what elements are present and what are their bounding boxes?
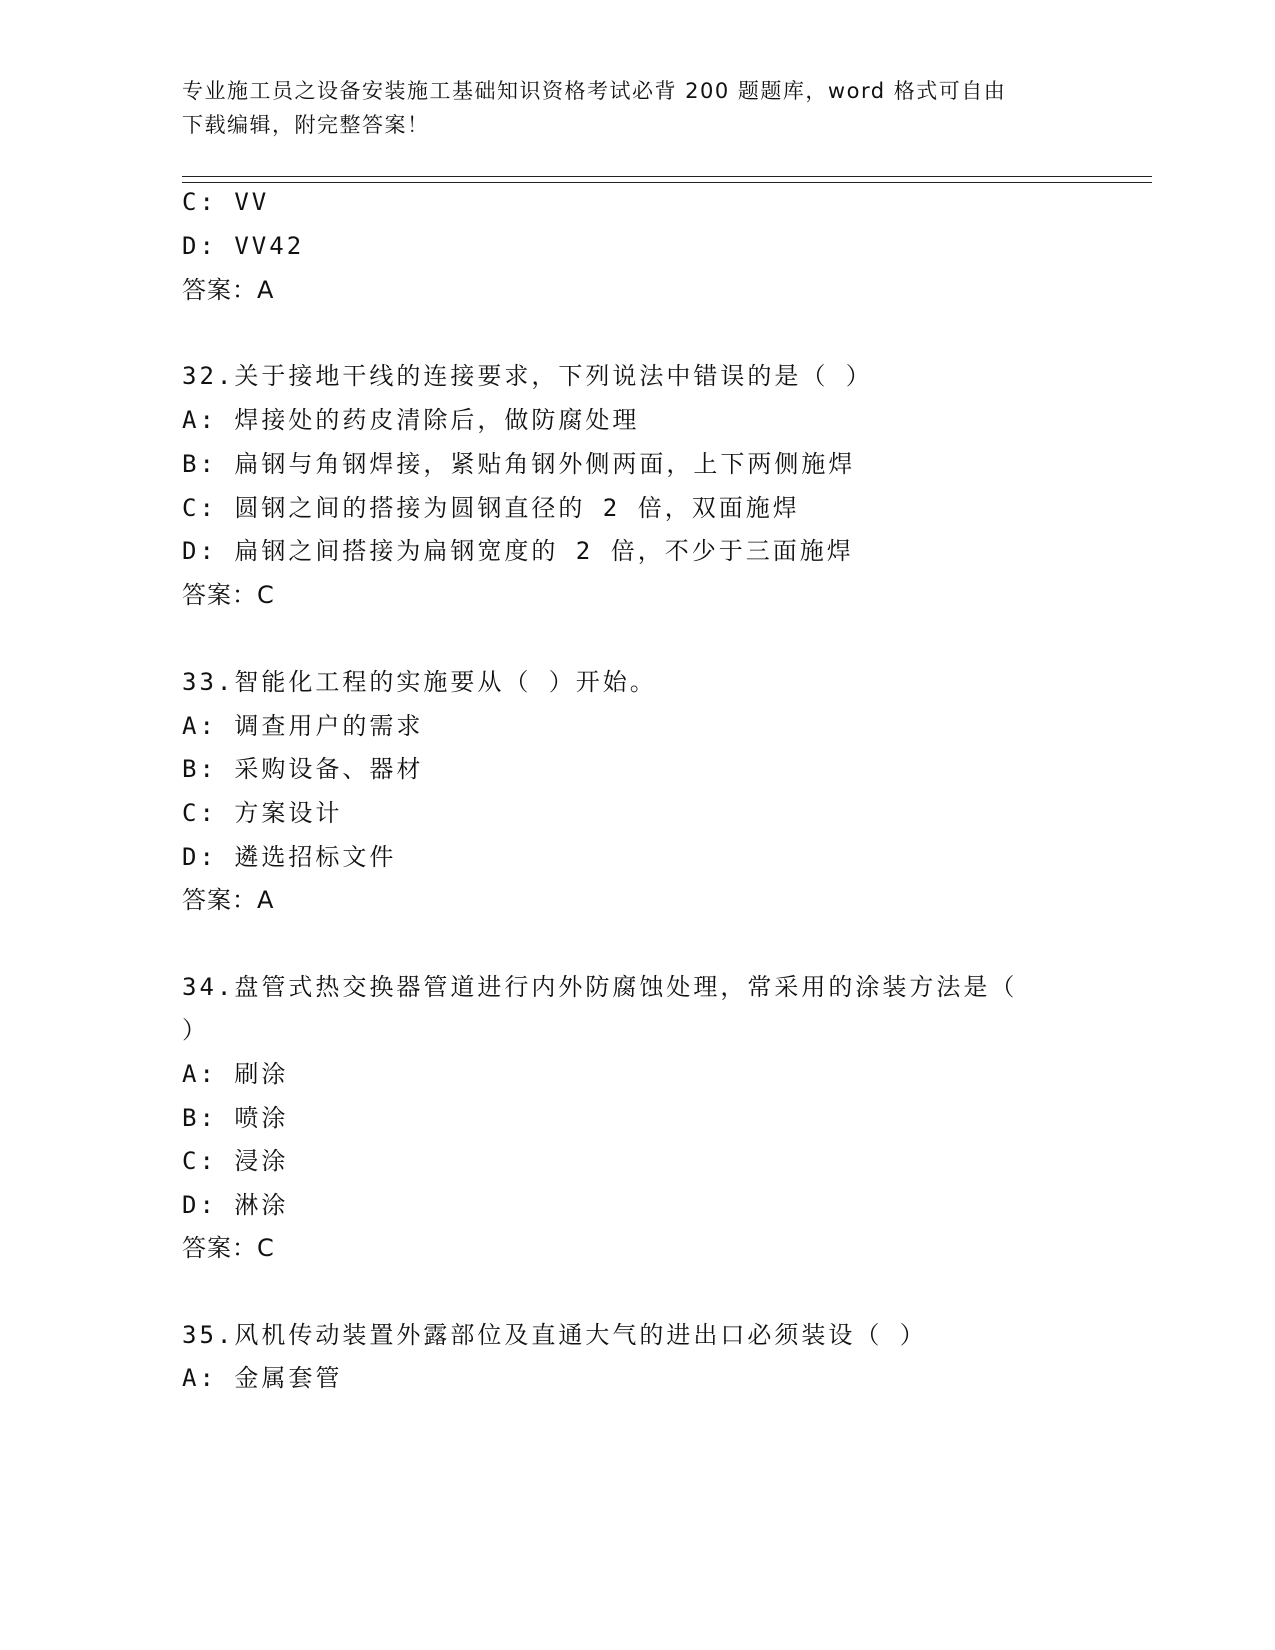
option-d: D: VV42 xyxy=(182,232,305,260)
question-35: 35.风机传动装置外露部位及直通大气的进出口必须装设（ ） xyxy=(182,1321,927,1349)
header-divider-top xyxy=(182,176,1152,177)
option-c: C: VV xyxy=(182,188,270,216)
question-34-answer: 答案：C xyxy=(182,1234,275,1262)
question-34-option-b: B: 喷涂 xyxy=(182,1104,289,1132)
question-32-answer: 答案：C xyxy=(182,581,275,609)
question-34-option-a: A: 刷涂 xyxy=(182,1060,289,1088)
header-divider-bottom xyxy=(182,182,1152,183)
question-32-option-a: A: 焊接处的药皮清除后，做防腐处理 xyxy=(182,406,640,434)
header-line-1: 专业施工员之设备安装施工基础知识资格考试必背 200 题题库，word 格式可自由 xyxy=(182,79,1007,103)
question-32-option-d: D: 扁钢之间搭接为扁钢宽度的 2 倍，不少于三面施焊 xyxy=(182,537,854,565)
question-33-answer: 答案：A xyxy=(182,886,275,914)
question-33-option-d: D: 遴选招标文件 xyxy=(182,843,397,871)
question-35-option-a: A: 金属套管 xyxy=(182,1364,343,1392)
question-34-line-1: 34.盘管式热交换器管道进行内外防腐蚀处理，常采用的涂装方法是（ xyxy=(182,973,1018,1001)
question-34-option-c: C: 浸涂 xyxy=(182,1147,289,1175)
header-line-2: 下载编辑，附完整答案！ xyxy=(182,113,430,137)
question-32-option-b: B: 扁钢与角钢焊接，紧贴角钢外侧两面，上下两侧施焊 xyxy=(182,450,856,478)
question-32-option-c: C: 圆钢之间的搭接为圆钢直径的 2 倍，双面施焊 xyxy=(182,494,800,522)
question-33-option-a: A: 调查用户的需求 xyxy=(182,712,424,740)
question-33: 33.智能化工程的实施要从（ ）开始。 xyxy=(182,668,657,696)
document-header xyxy=(182,74,1062,142)
question-33-option-b: B: 采购设备、器材 xyxy=(182,755,424,783)
question-32: 32.关于接地干线的连接要求，下列说法中错误的是（ ） xyxy=(182,362,873,390)
question-34-line-2: ） xyxy=(182,1016,209,1044)
question-33-option-c: C: 方案设计 xyxy=(182,799,343,827)
answer-label: 答案：A xyxy=(182,276,275,304)
question-34-option-d: D: 淋涂 xyxy=(182,1191,289,1219)
